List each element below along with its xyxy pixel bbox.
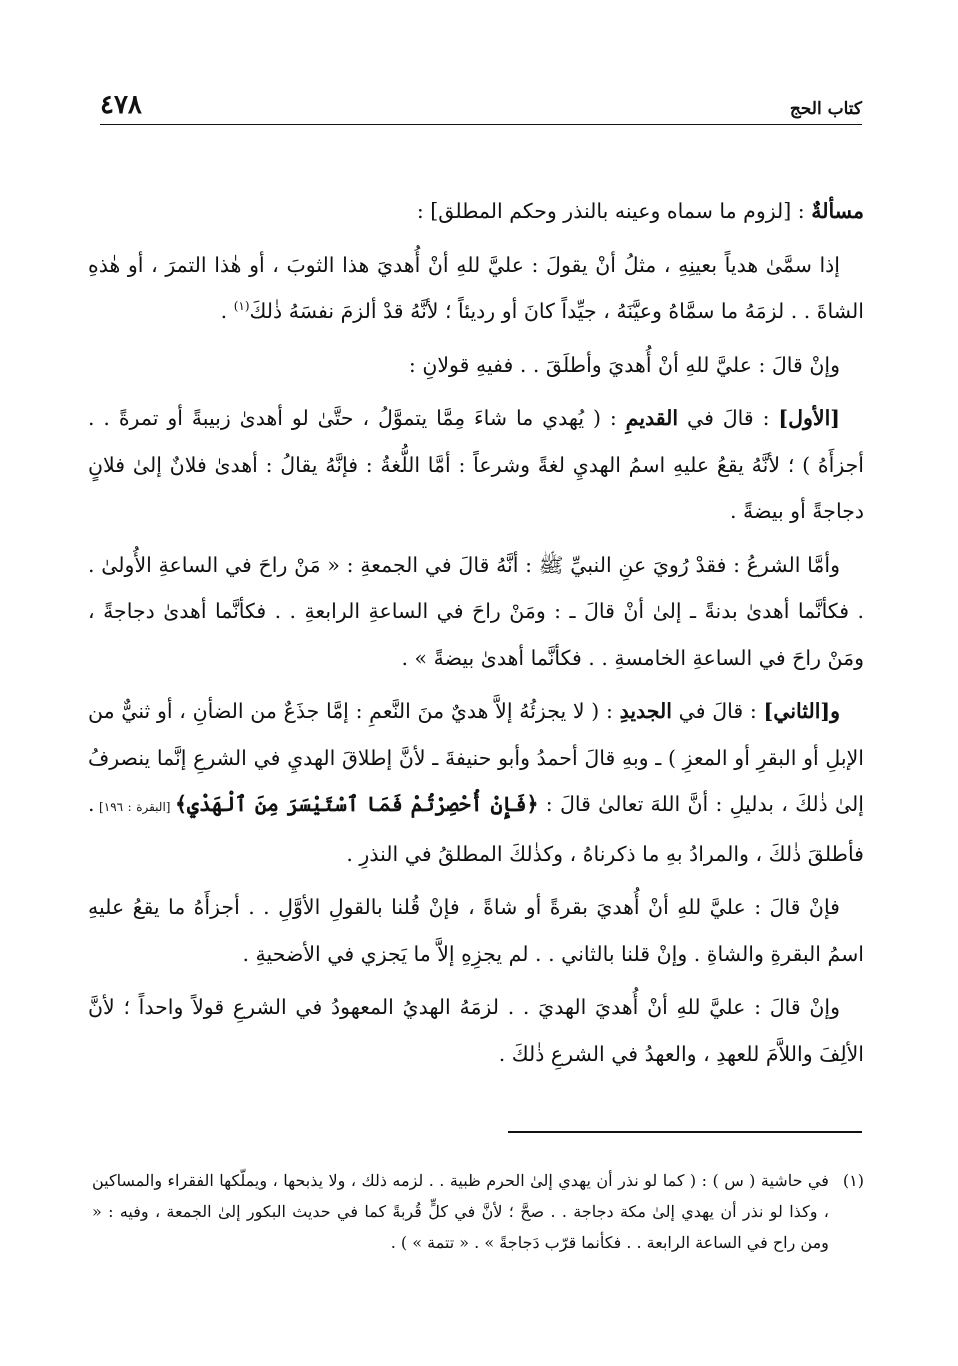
paragraph-first-opinion (88, 395, 864, 535)
paragraph-named-gift (88, 242, 864, 335)
paragraph-definite-gift (88, 984, 864, 1077)
footnote (92, 1165, 864, 1258)
paragraph-cow-or-sheep (88, 884, 864, 977)
quran-verse: ﴿فَإِنْ أُحْصِرْتُمْ فَمَا ٱسْتَيْسَرَ مِنَ ٱلْهَدْيِ﴾ (175, 792, 539, 816)
footnote-marker: (١) (842, 1171, 864, 1190)
paragraph-text: . فأطلقَ ذٰلكَ ، والمرادُ بهِ ما ذكرناهُ ، وكذٰلكَ المطلقُ في النذرِ . (88, 792, 864, 866)
paragraph-text: : قالَ في (678, 406, 779, 430)
issue-label: مسألةٌ (811, 199, 864, 223)
issue-title: : [لزوم ما سماه وعينه بالنذر وحكم المطلق] : (416, 199, 812, 223)
main-text (88, 188, 864, 1084)
paragraph-text: : ( يُهدي ما شاءَ مِمَّا يتموَّلُ ، حتَّىٰ لو أهدىٰ زبيبةً أو تمرةً . . أجزأَهُ ) ؛ لأنَّهُ يقعُ عليهِ اسمُ الهديِ لغةً وشرعاً : أمَّا اللُّغةُ : فإنَّهُ يقالُ : أهدىٰ فلانٌ إلىٰ فلانٍ دجاجةً أو بيضةً . (88, 406, 864, 523)
footnote-text: في حاشية ( س ) : ( كما لو نذر أن يهدي إلىٰ الحرم ظبية . . لزمه ذلك ، ولا يذبحها ، ويملّكها الفقراء والمساكين ، وكذا لو نذر أن يهدي إلىٰ مكة دجاجة . . صحَّ ؛ لأنَّ في كلٍّ قُربةً كما في حديث البكور إلىٰ الجمعة ، وفيه : « ومن راح في الساعة الرابعة . . فكأنما قرّب دَجاجةً » . « تتمة » ) . (92, 1171, 829, 1252)
footnote-divider (508, 1131, 862, 1133)
paragraph-text: : ( لا يجزئُهُ إلاَّ هديٌ منَ النَّعمِ : إمَّا جذَعٌ من الضأنِ ، أو ثنيٌّ من الإبلِ أو البقرِ أو المعزِ ) ـ وبهِ قالَ أحمدُ وأبو حنيفةَ ـ لأنَّ إطلاقَ الهديِ في الشرعِ إنَّما ينصرفُ إلىٰ ذٰلكَ ، بدليلِ : أنَّ اللهَ تعالىٰ قالَ : (88, 699, 864, 816)
paragraph-text: وإنْ قالَ : عليَّ للهِ أنْ أُهديَ الهديَ . . لزمَهُ الهديُ المعهودُ في الشرعِ قولاً واحداً ؛ لأنَّ الألِفَ واللاَّمَ للعهدِ ، والعهدُ في الشرعِ ذٰلكَ . (88, 995, 864, 1066)
paragraph-unspecified-gift (88, 342, 864, 389)
paragraph-text: فإنْ قالَ : عليَّ للهِ أنْ أُهديَ بقرةً أو شاةً ، فإنْ قُلنا بالقولِ الأوَّلِ . . أجزأَهُ ما يقعُ عليهِ اسمُ البقرةِ والشاةِ . وإنْ قلنا بالثاني . . لم يجزِهِ إلاَّ ما يَجزي في الأضحيةِ . (88, 895, 864, 966)
new-school-label: الجديدِ (619, 699, 672, 723)
paragraph-end: . (220, 299, 234, 323)
book-title: كتاب الحج (789, 99, 862, 119)
header-divider (100, 124, 862, 125)
paragraph-sharia-evidence (88, 542, 864, 682)
running-header (100, 88, 862, 120)
paragraph-second-opinion (88, 688, 864, 877)
second-opinion-label: و[الثاني] (763, 699, 840, 723)
paragraph-text: : قالَ في (671, 699, 764, 723)
paragraph-text: إذا سمَّىٰ هدياً بعينِهِ ، مثلُ أنْ يقولَ : عليَّ للهِ أنْ أُهديَ هذا الثوبَ ، أو هٰذا التمرَ ، أو هٰذهِ الشاةَ . . لزمَهُ ما سمَّاهُ وعيَّنَهُ ، جيِّداً كانَ أو رديئاً ؛ لأنَّهُ قدْ ألزمَ نفسَهُ ذٰلكَ (88, 252, 864, 323)
old-school-label: القديمِ (625, 406, 679, 430)
page-number: ٤٧٨ (100, 90, 142, 120)
paragraph-text: وأمَّا الشرعُ : فقدْ رُويَ عنِ النبيِّ ﷺ : أنَّهُ قالَ في الجمعةِ : « مَنْ راحَ في الساعةِ الأُولىٰ . . فكأنَّما أهدىٰ بدنةً ـ إلىٰ أنْ قالَ ـ : ومَنْ راحَ في الساعةِ الرابعةِ . . فكأنَّما أهدىٰ دجاجةً ، ومَنْ راحَ في الساعةِ الخامسةِ . . فكأنَّما أهدىٰ بيضةً » . (88, 552, 864, 670)
paragraph-text: وإنْ قالَ : عليَّ للهِ أنْ أُهديَ وأطلَقَ . . ففيهِ قولانِ : (408, 352, 840, 377)
paragraph-issue-heading (88, 188, 864, 235)
verse-reference: [البقرة : ١٩٦] (94, 800, 175, 814)
footnote-reference: (١) (233, 299, 250, 314)
first-opinion-label: [الأول] (778, 406, 840, 430)
